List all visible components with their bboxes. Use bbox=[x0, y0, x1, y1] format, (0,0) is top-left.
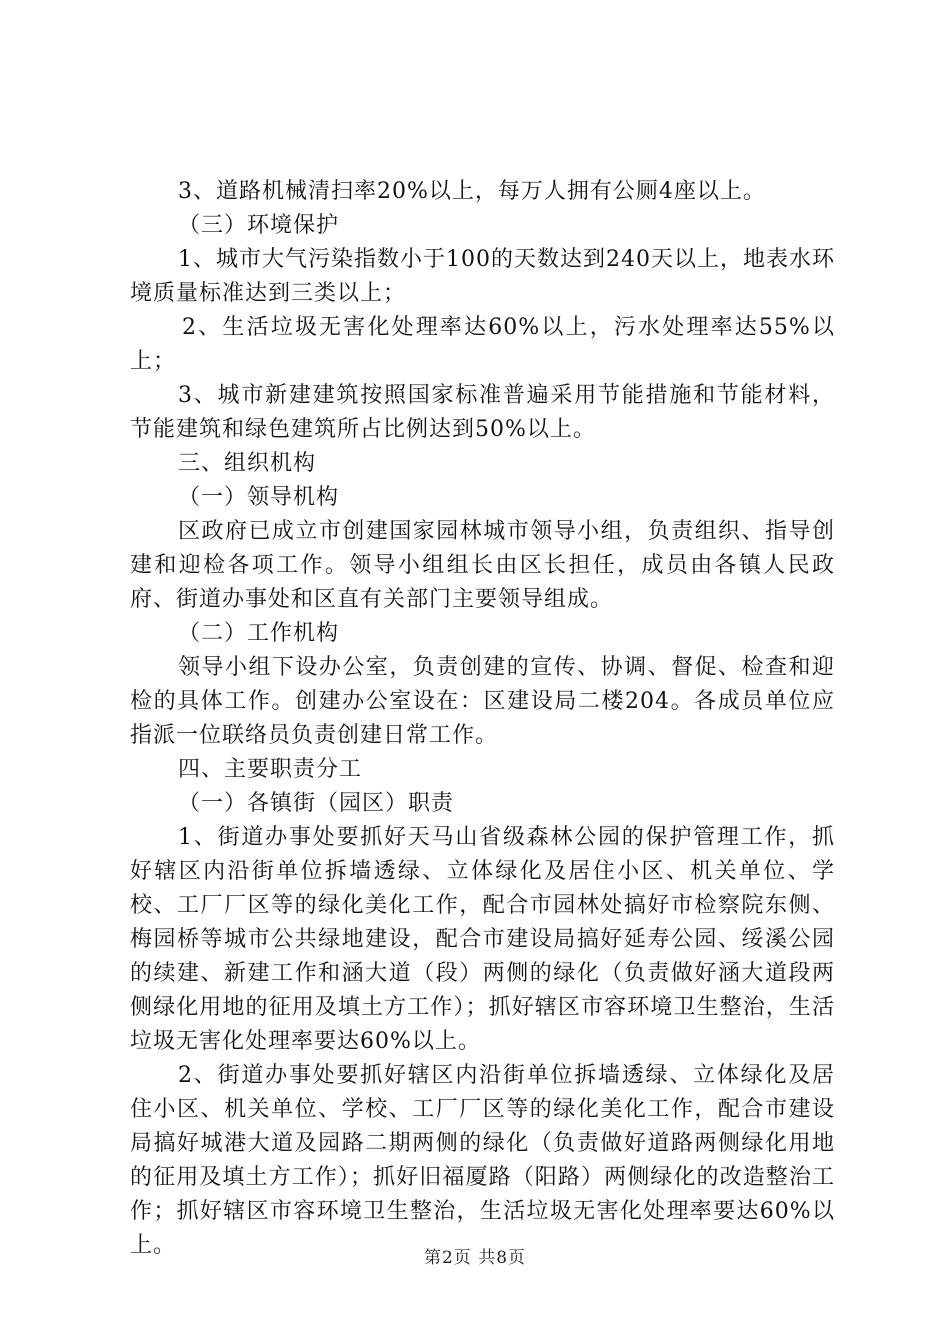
paragraph: 1、城市大气污染指数小于100的天数达到240天以上，地表水环境质量标准达到三类以上； bbox=[130, 247, 835, 306]
section-heading: （一）领导机构 bbox=[178, 485, 340, 510]
paragraph: 3、道路机械清扫率20%以上，每万人拥有公厕4座以上。 bbox=[178, 179, 766, 204]
paragraph: 领导小组下设办公室，负责创建的宣传、协调、督促、检查和迎检的具体工作。创建办公室设在：区建设局二楼204。各成员单位应指派一位联络员负责创建日常工作。 bbox=[130, 655, 835, 748]
paragraph: 2、街道办事处要抓好辖区内沿街单位拆墙透绿、立体绿化及居住小区、机关单位、学校、工厂厂区等的绿化美化工作，配合市建设局搞好城港大道及园路二期两侧的绿化（负责做好道路两侧绿化用地的征用及填土方工作）；抓好旧福厦路（阳路）两侧绿化的改造整治工作；抓好辖区市容环境卫生整治，生活垃圾无害化处理率要达60%以上。 bbox=[130, 1063, 835, 1258]
document-body bbox=[130, 175, 835, 1263]
section-heading: （一）各镇街（园区）职责 bbox=[178, 791, 455, 816]
page-number-footer: 第2页 共8页 bbox=[423, 1248, 527, 1268]
section-heading: 三、组织机构 bbox=[178, 451, 317, 476]
section-heading: （二）工作机构 bbox=[178, 621, 340, 646]
paragraph: 区政府已成立市创建国家园林城市领导小组，负责组织、指导创建和迎检各项工作。领导小组组长由区长担任，成员由各镇人民政府、街道办事处和区直有关部门主要领导组成。 bbox=[130, 519, 835, 612]
section-heading: 四、主要职责分工 bbox=[178, 757, 363, 782]
paragraph: 3、城市新建建筑按照国家标准普遍采用节能措施和节能材料，节能建筑和绿色建筑所占比例达到50%以上。 bbox=[130, 383, 835, 442]
paragraph: 1、街道办事处要抓好天马山省级森林公园的保护管理工作，抓好辖区内沿街单位拆墙透绿、立体绿化及居住小区、机关单位、学校、工厂厂区等的绿化美化工作，配合市园林处搞好市检察院东侧、梅园桥等城市公共绿地建设，配合市建设局搞好延寿公园、绥溪公园的续建、新建工作和涵大道（段）两侧的绿化（负责做好涵大道段两侧绿化用地的征用及填土方工作）；抓好辖区市容环境卫生整治，生活垃圾无害化处理率要达60%以上。 bbox=[130, 825, 835, 1054]
section-heading: （三）环境保护 bbox=[178, 213, 340, 238]
paragraph: 2、生活垃圾无害化处理率达60%以上，污水处理率达55%以上； bbox=[130, 315, 835, 374]
